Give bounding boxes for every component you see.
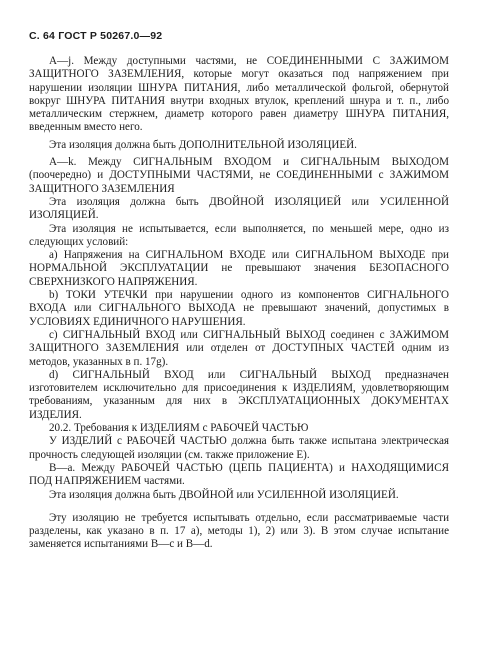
paragraph-test-replacement: Эту изоляцию не требуется испытывать отдельно, если рассматриваемые части разделены, как указано в п. 17 а), методы 1), 2) или 3). В этом случае испытание заменяется испытаниями В—с и В—d. xyxy=(29,511,449,551)
paragraph-applied-part-requirements: У ИЗДЕЛИЙ с РАБОЧЕЙ ЧАСТЬЮ должна быть также испытана электрическая прочность следующей изоляции (см. также приложение Е). xyxy=(29,435,449,461)
section-heading-20-2: 20.2. Требования к ИЗДЕЛИЯМ с РАБОЧЕЙ ЧАСТЬЮ xyxy=(49,422,309,435)
paragraph-condition-b: b) ТОКИ УТЕЧКИ при нарушении одного из компонентов СИГНАЛЬНОГО ВХОДА или СИГНАЛЬНОГО ВЫХОДА не превышают значений, допустимых в УСЛОВИЯХ ЕДИНИЧНОГО НАРУШЕНИЯ. xyxy=(29,289,449,328)
paragraph-supplementary-insulation: Эта изоляция должна быть ДОПОЛНИТЕЛЬНОЙ ИЗОЛЯЦИЕЙ. xyxy=(49,138,357,151)
page-header: С. 64 ГОСТ Р 50267.0—92 xyxy=(29,30,163,42)
paragraph-condition-c: c) СИГНАЛЬНЫЙ ВХОД или СИГНАЛЬНЫЙ ВЫХОД соединен с ЗАЖИМОМ ЗАЩИТНОГО ЗАЗЕМЛЕНИЯ или отделен от ДОСТУПНЫХ ЧАСТЕЙ одним из методов, указанных в п. 17g). xyxy=(29,328,449,368)
paragraph-condition-a: a) Напряжения на СИГНАЛЬНОМ ВХОДЕ или СИГНАЛЬНОМ ВЫХОДЕ при НОРМАЛЬНОЙ ЭКСПЛУАТАЦИИ не превышают значения БЕЗОПАСНОГО СВЕРХНИЗКОГО НАПРЯЖЕНИЯ. xyxy=(29,249,449,288)
paragraph-b-a: В—а. Между РАБОЧЕЙ ЧАСТЬЮ (ЦЕПЬ ПАЦИЕНТА) и НАХОДЯЩИМИСЯ ПОД НАПРЯЖЕНИЕМ частями. xyxy=(29,461,449,488)
paragraph-double-insulation: Эта изоляция должна быть ДВОЙНОЙ ИЗОЛЯЦИЕЙ или УСИЛЕННОЙ ИЗОЛЯЦИЕЙ. xyxy=(29,195,449,222)
paragraph-conditions-intro: Эта изоляция не испытывается, если выполняется, по меньшей мере, одно из следующих условий: xyxy=(29,222,449,248)
paragraph-double-or-reinforced: Эта изоляция должна быть ДВОЙНОЙ или УСИЛЕННОЙ ИЗОЛЯЦИЕЙ. xyxy=(49,488,399,501)
paragraph-a-k: А—k. Между СИГНАЛЬНЫМ ВХОДОМ и СИГНАЛЬНЫМ ВЫХОДОМ (поочередно) и ДОСТУПНЫМИ ЧАСТЯМИ, не СОЕДИНЕННЫМИ с ЗАЖИМОМ ЗАЩИТНОГО ЗАЗЕМЛЕНИЯ xyxy=(29,156,449,195)
paragraph-condition-d: d) СИГНАЛЬНЫЙ ВХОД или СИГНАЛЬНЫЙ ВЫХОД предназначен изготовителем исключительно для присоединения к ИЗДЕЛИЯМ, удовлетворяющим требованиям, указанным для них в ЭКСПЛУАТАЦИОННЫХ ДОКУМЕНТАХ ИЗДЕЛИЯ. xyxy=(29,368,449,421)
paragraph-a-j: А—j. Между доступными частями, не СОЕДИНЕННЫМИ С ЗАЖИМОМ ЗАЩИТНОГО ЗАЗЕМЛЕНИЯ, которые могут оказаться под напряжением при нарушении изоляции ШНУРА ПИТАНИЯ, либо металлической фольгой, обернутой вокруг ШНУРА ПИТАНИЯ внутри входных втулок, креплений шнура и т. п., либо металлическим стержнем, диаметр которого равен диаметру ШНУРА ПИТАНИЯ, введенным вместо него. xyxy=(29,55,449,134)
document-page xyxy=(29,30,449,552)
